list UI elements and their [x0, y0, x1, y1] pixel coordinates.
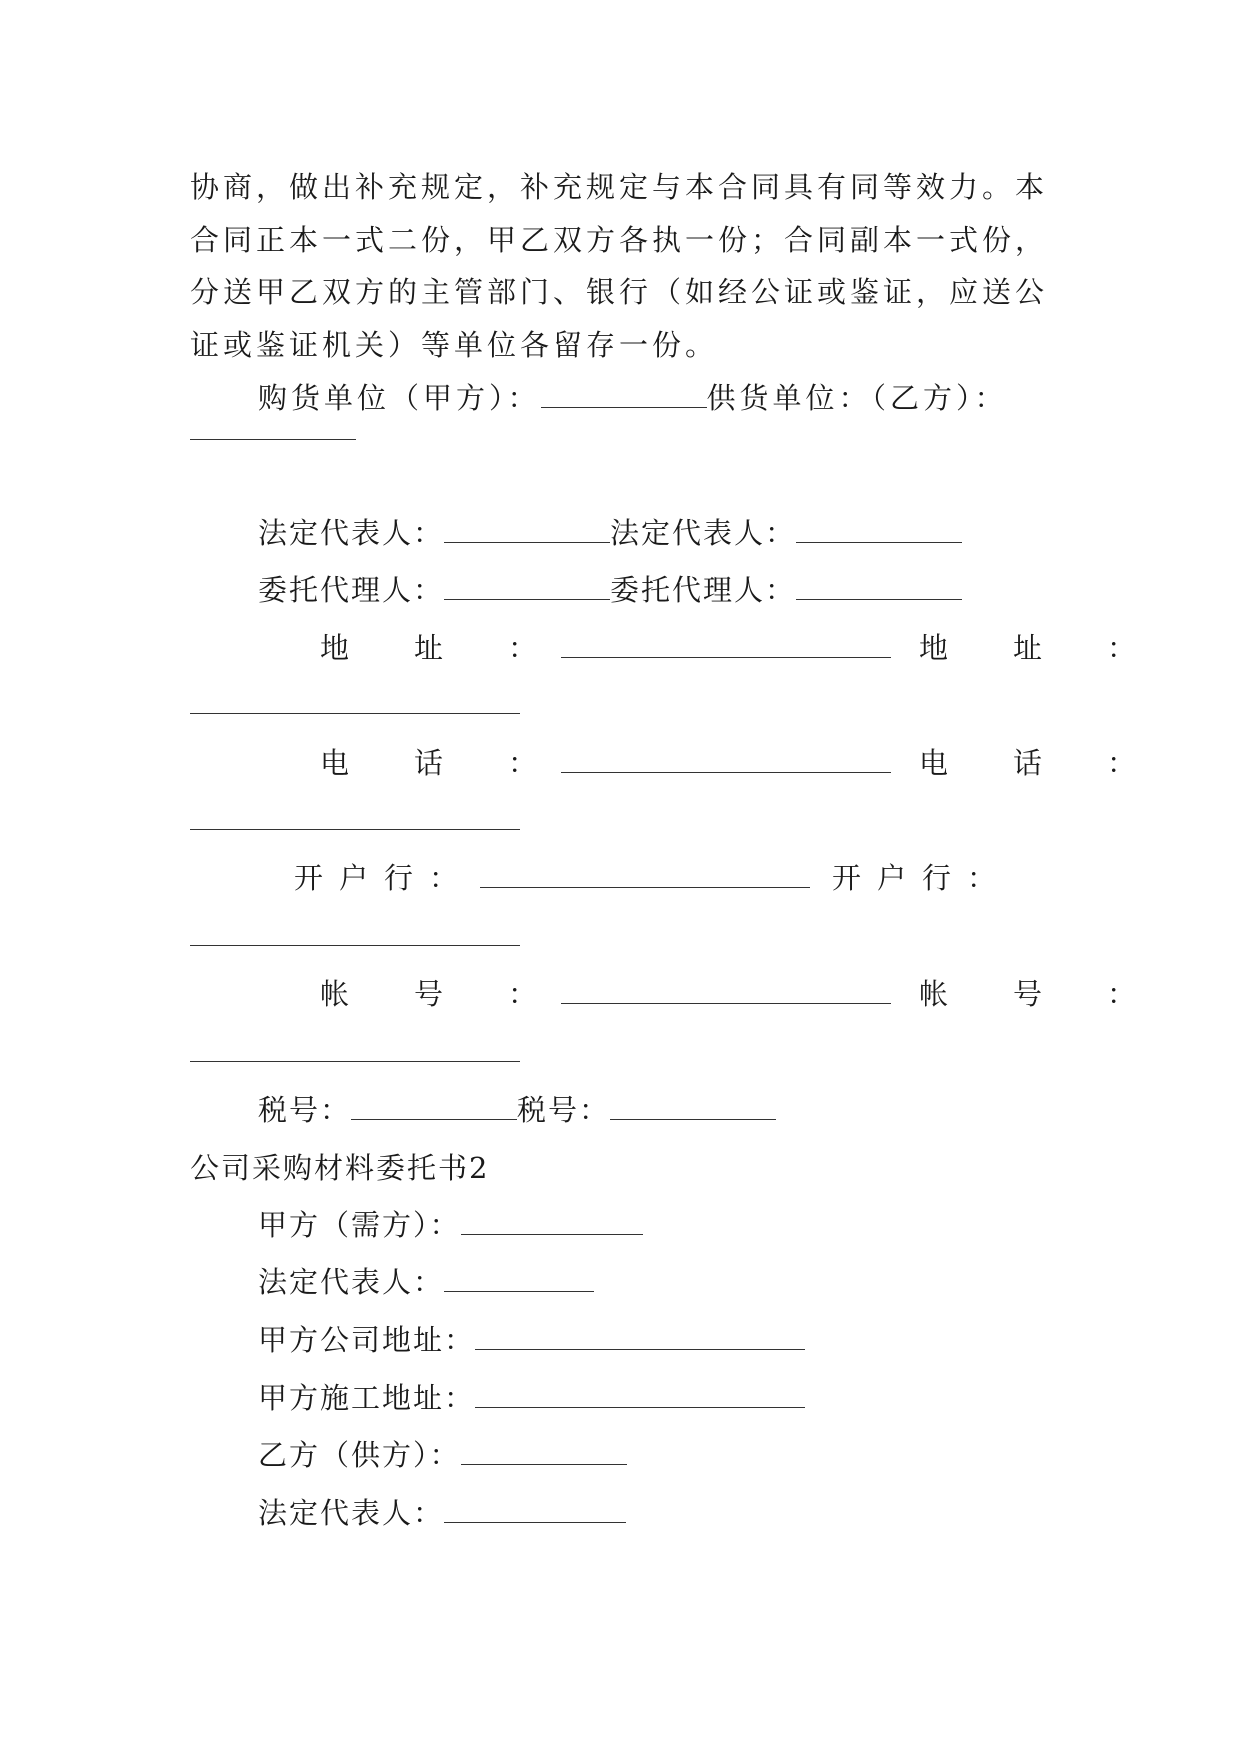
account-label-b: 帐 号 ： — [919, 977, 1155, 1011]
seller-blank — [190, 411, 356, 440]
account-blank-b — [190, 1033, 520, 1062]
seller-label: 供货单位：（乙方）： — [706, 381, 1008, 415]
party-a-row — [258, 1205, 643, 1245]
company-addr-blank — [475, 1321, 805, 1350]
rep-b-label: 法定代表人： — [258, 1496, 445, 1530]
address-label-b: 地 址 ： — [919, 631, 1155, 665]
agent-blank-a — [444, 571, 610, 600]
tax-label-b: 税号： — [517, 1093, 611, 1127]
account-label-a: 帐 号 ： — [320, 977, 556, 1011]
rep-b-row — [258, 1493, 626, 1533]
seller-blank-row — [190, 410, 356, 450]
site-addr-label: 甲方施工地址： — [258, 1381, 476, 1415]
tax-blank-b — [610, 1091, 776, 1120]
rep-a-row — [258, 1262, 594, 1302]
company-addr-label: 甲方公司地址： — [258, 1323, 476, 1357]
party-b-label: 乙方（供方）： — [258, 1438, 461, 1472]
address-label-a: 地 址 ： — [320, 631, 556, 665]
phone-row — [320, 743, 1154, 783]
agent-label-a: 委托代理人： — [258, 573, 445, 607]
legal-rep-blank-a — [444, 514, 610, 543]
phone-blank-b — [190, 801, 520, 830]
tax-label-a: 税号： — [258, 1093, 352, 1127]
company-addr-row — [258, 1320, 805, 1360]
site-addr-blank — [475, 1379, 805, 1408]
tax-blank-a — [351, 1091, 517, 1120]
rep-a-label: 法定代表人： — [258, 1265, 445, 1299]
buyer-seller-row — [258, 378, 1008, 418]
account-row — [320, 974, 1154, 1014]
party-a-blank — [461, 1206, 643, 1235]
bank-blank-a — [480, 859, 810, 888]
party-b-blank — [461, 1436, 627, 1465]
bank-label-a: 开户行： — [294, 861, 475, 895]
buyer-blank — [541, 379, 707, 408]
paragraph-line-2: 合同正本一式二份，甲乙双方各执一份；合同副本一式份， — [190, 223, 1049, 257]
rep-a-blank — [444, 1263, 594, 1292]
agent-row — [258, 570, 962, 610]
account-blank-a — [561, 975, 891, 1004]
address-blank-b — [190, 685, 520, 714]
address-blank-a — [561, 629, 891, 658]
tax-row — [258, 1090, 776, 1130]
bank-blank-b — [190, 917, 520, 946]
paragraph-line-1: 协商，做出补充规定，补充规定与本合同具有同等效力。本 — [190, 170, 1049, 204]
section2-title: 公司采购材料委托书2 — [190, 1151, 490, 1185]
phone-label-a: 电 话 ： — [320, 746, 556, 780]
agent-blank-b — [796, 571, 962, 600]
address-row — [320, 628, 1154, 668]
phone-blank-a — [561, 744, 891, 773]
address-blank-row — [190, 684, 520, 724]
phone-label-b: 电 话 ： — [919, 746, 1155, 780]
rep-b-blank — [444, 1494, 626, 1523]
phone-blank-row — [190, 800, 520, 840]
party-b-row — [258, 1435, 627, 1475]
account-blank-row — [190, 1032, 520, 1072]
paragraph-line-4: 证或鉴证机关）等单位各留存一份。 — [190, 328, 719, 362]
buyer-label: 购货单位（甲方）： — [258, 381, 541, 415]
legal-rep-blank-b — [796, 514, 962, 543]
site-addr-row — [258, 1378, 805, 1418]
legal-rep-row — [258, 513, 962, 553]
paragraph-line-3: 分送甲乙双方的主管部门、银行（如经公证或鉴证，应送公 — [190, 275, 1049, 309]
bank-row — [294, 858, 1012, 898]
party-a-label: 甲方（需方）： — [258, 1208, 461, 1242]
bank-label-b: 开户行： — [832, 861, 1013, 895]
legal-rep-label-a: 法定代表人： — [258, 516, 445, 550]
legal-rep-label-b: 法定代表人： — [610, 516, 797, 550]
bank-blank-row — [190, 916, 520, 956]
agent-label-b: 委托代理人： — [610, 573, 797, 607]
